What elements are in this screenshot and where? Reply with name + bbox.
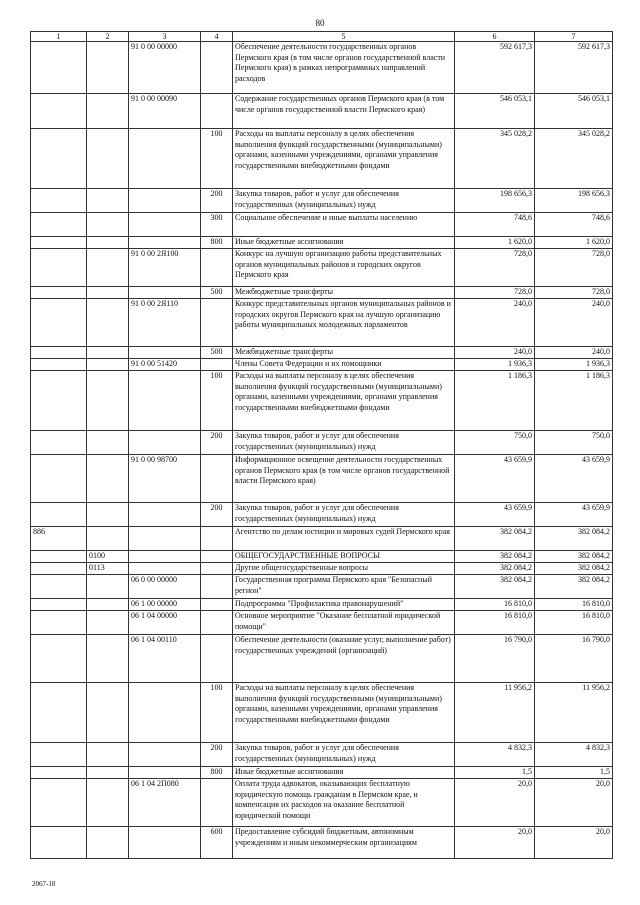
cell-amount-year2: 382 084,2 bbox=[535, 551, 613, 563]
cell-section-code bbox=[87, 347, 129, 359]
cell-amount-year2: 11 956,2 bbox=[535, 683, 613, 743]
column-header: 2 bbox=[87, 32, 129, 42]
cell-target-article: 06 1 04 00110 bbox=[129, 635, 201, 683]
table-row bbox=[31, 287, 613, 299]
cell-section-code bbox=[87, 213, 129, 237]
cell-section-code bbox=[87, 371, 129, 431]
cell-admin-code bbox=[31, 213, 87, 237]
cell-section-code bbox=[87, 827, 129, 859]
cell-amount-year2: 1 186,3 bbox=[535, 371, 613, 431]
cell-amount-year2: 1,5 bbox=[535, 767, 613, 779]
cell-target-article bbox=[129, 503, 201, 527]
cell-section-code bbox=[87, 527, 129, 551]
cell-target-article bbox=[129, 129, 201, 189]
column-header: 5 bbox=[233, 32, 455, 42]
cell-expense-type: 300 bbox=[201, 213, 233, 237]
budget-table bbox=[30, 31, 613, 859]
cell-target-article bbox=[129, 527, 201, 551]
cell-amount-year1: 748,6 bbox=[455, 213, 535, 237]
cell-section-code bbox=[87, 599, 129, 611]
table-row bbox=[31, 347, 613, 359]
cell-amount-year1: 43 659,9 bbox=[455, 503, 535, 527]
table-header-row bbox=[31, 32, 613, 42]
cell-amount-year1: 198 656,3 bbox=[455, 189, 535, 213]
cell-amount-year2: 16 810,0 bbox=[535, 611, 613, 635]
cell-description: Расходы на выплаты персоналу в целях обеспечения выполнения функций государственными (муниципальными) органами, казенными учреждениями, органами управления государственными внебюджетными фондами bbox=[233, 371, 455, 431]
table-row bbox=[31, 431, 613, 455]
table-row bbox=[31, 827, 613, 859]
cell-section-code bbox=[87, 779, 129, 827]
cell-amount-year1: 382 084,2 bbox=[455, 527, 535, 551]
cell-section-code bbox=[87, 575, 129, 599]
cell-expense-type: 200 bbox=[201, 503, 233, 527]
cell-section-code bbox=[87, 455, 129, 503]
cell-amount-year2: 382 084,2 bbox=[535, 563, 613, 575]
cell-description: Иные бюджетные ассигнования bbox=[233, 767, 455, 779]
cell-target-article: 91 0 00 51420 bbox=[129, 359, 201, 371]
cell-section-code bbox=[87, 129, 129, 189]
table-row bbox=[31, 683, 613, 743]
cell-admin-code bbox=[31, 189, 87, 213]
cell-section-code bbox=[87, 503, 129, 527]
cell-amount-year1: 382 084,2 bbox=[455, 551, 535, 563]
cell-description: Основное мероприятие "Оказание бесплатной юридической помощи" bbox=[233, 611, 455, 635]
cell-amount-year1: 43 659,9 bbox=[455, 455, 535, 503]
cell-expense-type bbox=[201, 563, 233, 575]
cell-description: Государственная программа Пермского края "Безопасный регион" bbox=[233, 575, 455, 599]
cell-amount-year1: 20,0 bbox=[455, 827, 535, 859]
cell-admin-code bbox=[31, 503, 87, 527]
cell-admin-code bbox=[31, 779, 87, 827]
cell-expense-type bbox=[201, 527, 233, 551]
table-row bbox=[31, 599, 613, 611]
cell-description: Межбюджетные трансферты bbox=[233, 287, 455, 299]
cell-section-code bbox=[87, 431, 129, 455]
cell-amount-year2: 382 084,2 bbox=[535, 575, 613, 599]
cell-expense-type bbox=[201, 42, 233, 94]
cell-expense-type bbox=[201, 359, 233, 371]
cell-target-article: 91 0 00 2Я110 bbox=[129, 299, 201, 347]
table-row bbox=[31, 237, 613, 249]
table-body bbox=[31, 42, 613, 859]
table-row bbox=[31, 371, 613, 431]
table-row bbox=[31, 503, 613, 527]
column-header: 1 bbox=[31, 32, 87, 42]
cell-target-article bbox=[129, 563, 201, 575]
cell-expense-type: 100 bbox=[201, 371, 233, 431]
cell-description: Межбюджетные трансферты bbox=[233, 347, 455, 359]
cell-expense-type: 800 bbox=[201, 767, 233, 779]
cell-admin-code bbox=[31, 287, 87, 299]
table-row bbox=[31, 527, 613, 551]
cell-admin-code bbox=[31, 129, 87, 189]
cell-section-code bbox=[87, 42, 129, 94]
cell-description: Обеспечение деятельности государственных органов Пермского края (в том числе органов государственной власти Пермского края) в рамках непрограммных направлений расходов bbox=[233, 42, 455, 94]
cell-expense-type: 100 bbox=[201, 683, 233, 743]
cell-expense-type bbox=[201, 599, 233, 611]
column-header: 3 bbox=[129, 32, 201, 42]
cell-admin-code bbox=[31, 42, 87, 94]
cell-amount-year1: 1,5 bbox=[455, 767, 535, 779]
cell-expense-type: 500 bbox=[201, 287, 233, 299]
cell-target-article: 91 0 00 2Я100 bbox=[129, 249, 201, 287]
table-row bbox=[31, 213, 613, 237]
cell-description: Предоставление субсидий бюджетным, автономным учреждениям и иным некоммерческим организациям bbox=[233, 827, 455, 859]
table-row bbox=[31, 455, 613, 503]
cell-admin-code bbox=[31, 635, 87, 683]
cell-description: Другие общегосударственные вопросы bbox=[233, 563, 455, 575]
cell-expense-type: 600 bbox=[201, 827, 233, 859]
cell-admin-code bbox=[31, 599, 87, 611]
cell-description: Иные бюджетные ассигнования bbox=[233, 237, 455, 249]
cell-section-code bbox=[87, 287, 129, 299]
table-row bbox=[31, 94, 613, 129]
cell-description: Конкурс на лучшую организацию работы представительных органов муниципальных районов и городских округов Пермского края bbox=[233, 249, 455, 287]
cell-amount-year1: 1 936,3 bbox=[455, 359, 535, 371]
table-row bbox=[31, 611, 613, 635]
cell-expense-type bbox=[201, 635, 233, 683]
cell-admin-code bbox=[31, 767, 87, 779]
cell-amount-year2: 382 084,2 bbox=[535, 527, 613, 551]
cell-section-code: 0100 bbox=[87, 551, 129, 563]
cell-section-code bbox=[87, 299, 129, 347]
cell-amount-year2: 592 617,3 bbox=[535, 42, 613, 94]
cell-section-code: 0113 bbox=[87, 563, 129, 575]
cell-expense-type bbox=[201, 575, 233, 599]
cell-description: Расходы на выплаты персоналу в целях обеспечения выполнения функций государственными (муниципальными) органами, казенными учреждениями, органами управления государственными внебюджетными фондами bbox=[233, 129, 455, 189]
cell-description: Конкурс представительных органов муниципальных районов и городских округов Пермского края на лучшую организацию работы муниципальных молодежных парламентов bbox=[233, 299, 455, 347]
cell-section-code bbox=[87, 743, 129, 767]
cell-expense-type: 800 bbox=[201, 237, 233, 249]
column-header: 4 bbox=[201, 32, 233, 42]
cell-description: Содержание государственных органов Пермского края (в том числе органов государственной власти Пермского края) bbox=[233, 94, 455, 129]
cell-amount-year1: 4 832,3 bbox=[455, 743, 535, 767]
cell-amount-year1: 546 053,1 bbox=[455, 94, 535, 129]
cell-target-article bbox=[129, 347, 201, 359]
table-row bbox=[31, 129, 613, 189]
cell-admin-code bbox=[31, 827, 87, 859]
table-row bbox=[31, 359, 613, 371]
cell-amount-year2: 16 810,0 bbox=[535, 599, 613, 611]
cell-admin-code bbox=[31, 563, 87, 575]
cell-expense-type bbox=[201, 779, 233, 827]
cell-target-article bbox=[129, 743, 201, 767]
cell-target-article: 91 0 00 98700 bbox=[129, 455, 201, 503]
cell-description: Расходы на выплаты персоналу в целях обеспечения выполнения функций государственными (муниципальными) органами, казенными учреждениями, органами управления государственными внебюджетными фондами bbox=[233, 683, 455, 743]
cell-admin-code: 886 bbox=[31, 527, 87, 551]
cell-description: Члены Совета Федерации и их помощники bbox=[233, 359, 455, 371]
cell-expense-type bbox=[201, 299, 233, 347]
cell-amount-year1: 382 084,2 bbox=[455, 563, 535, 575]
cell-admin-code bbox=[31, 347, 87, 359]
cell-description: Агентство по делам юстиции и мировых судей Пермского края bbox=[233, 527, 455, 551]
cell-amount-year2: 198 656,3 bbox=[535, 189, 613, 213]
cell-amount-year2: 728,0 bbox=[535, 287, 613, 299]
cell-amount-year1: 345 028,2 bbox=[455, 129, 535, 189]
cell-section-code bbox=[87, 767, 129, 779]
cell-section-code bbox=[87, 635, 129, 683]
table-row bbox=[31, 767, 613, 779]
cell-expense-type bbox=[201, 611, 233, 635]
cell-amount-year2: 43 659,9 bbox=[535, 503, 613, 527]
cell-amount-year1: 1 186,3 bbox=[455, 371, 535, 431]
table-row bbox=[31, 189, 613, 213]
table-row bbox=[31, 635, 613, 683]
cell-amount-year2: 345 028,2 bbox=[535, 129, 613, 189]
table-row bbox=[31, 249, 613, 287]
cell-amount-year1: 382 084,2 bbox=[455, 575, 535, 599]
cell-expense-type bbox=[201, 551, 233, 563]
cell-target-article bbox=[129, 827, 201, 859]
cell-section-code bbox=[87, 249, 129, 287]
cell-section-code bbox=[87, 611, 129, 635]
cell-description: Социальное обеспечение и иные выплаты населению bbox=[233, 213, 455, 237]
cell-amount-year2: 20,0 bbox=[535, 779, 613, 827]
page-number: 80 bbox=[315, 18, 325, 28]
cell-expense-type: 200 bbox=[201, 189, 233, 213]
cell-description: Закупка товаров, работ и услуг для обеспечения государственных (муниципальных) нужд bbox=[233, 189, 455, 213]
cell-section-code bbox=[87, 94, 129, 129]
cell-admin-code bbox=[31, 299, 87, 347]
cell-section-code bbox=[87, 189, 129, 213]
cell-amount-year2: 546 053,1 bbox=[535, 94, 613, 129]
table-row bbox=[31, 743, 613, 767]
cell-amount-year1: 1 620,0 bbox=[455, 237, 535, 249]
column-header: 6 bbox=[455, 32, 535, 42]
cell-admin-code bbox=[31, 551, 87, 563]
cell-admin-code bbox=[31, 575, 87, 599]
table-row bbox=[31, 299, 613, 347]
cell-target-article: 91 0 00 00000 bbox=[129, 42, 201, 94]
cell-amount-year1: 20,0 bbox=[455, 779, 535, 827]
cell-section-code bbox=[87, 237, 129, 249]
cell-target-article bbox=[129, 431, 201, 455]
cell-amount-year1: 750,0 bbox=[455, 431, 535, 455]
cell-amount-year1: 728,0 bbox=[455, 287, 535, 299]
cell-amount-year2: 20,0 bbox=[535, 827, 613, 859]
cell-amount-year2: 1 936,3 bbox=[535, 359, 613, 371]
cell-admin-code bbox=[31, 94, 87, 129]
table-row bbox=[31, 42, 613, 94]
cell-expense-type bbox=[201, 94, 233, 129]
cell-description: Закупка товаров, работ и услуг для обеспечения государственных (муниципальных) нужд bbox=[233, 743, 455, 767]
cell-target-article bbox=[129, 767, 201, 779]
table-row bbox=[31, 779, 613, 827]
cell-target-article bbox=[129, 287, 201, 299]
table-row bbox=[31, 551, 613, 563]
cell-section-code bbox=[87, 683, 129, 743]
cell-amount-year1: 592 617,3 bbox=[455, 42, 535, 94]
cell-target-article: 06 0 00 00000 bbox=[129, 575, 201, 599]
cell-target-article: 06 1 04 00000 bbox=[129, 611, 201, 635]
cell-target-article: 91 0 00 00090 bbox=[129, 94, 201, 129]
cell-admin-code bbox=[31, 743, 87, 767]
cell-amount-year1: 728,0 bbox=[455, 249, 535, 287]
table-row bbox=[31, 563, 613, 575]
cell-amount-year2: 750,0 bbox=[535, 431, 613, 455]
cell-expense-type bbox=[201, 249, 233, 287]
cell-amount-year2: 240,0 bbox=[535, 347, 613, 359]
cell-amount-year2: 240,0 bbox=[535, 299, 613, 347]
cell-expense-type: 500 bbox=[201, 347, 233, 359]
cell-admin-code bbox=[31, 249, 87, 287]
cell-admin-code bbox=[31, 611, 87, 635]
cell-admin-code bbox=[31, 371, 87, 431]
cell-expense-type bbox=[201, 455, 233, 503]
cell-amount-year1: 11 956,2 bbox=[455, 683, 535, 743]
cell-description: Закупка товаров, работ и услуг для обеспечения государственных (муниципальных) нужд bbox=[233, 503, 455, 527]
cell-target-article: 06 1 00 00000 bbox=[129, 599, 201, 611]
cell-target-article bbox=[129, 371, 201, 431]
cell-description: Подпрограмма "Профилактика правонарушений" bbox=[233, 599, 455, 611]
cell-amount-year1: 16 790,0 bbox=[455, 635, 535, 683]
cell-amount-year1: 240,0 bbox=[455, 347, 535, 359]
cell-target-article bbox=[129, 213, 201, 237]
cell-amount-year2: 748,6 bbox=[535, 213, 613, 237]
cell-expense-type: 200 bbox=[201, 431, 233, 455]
cell-target-article bbox=[129, 683, 201, 743]
column-header: 7 bbox=[535, 32, 613, 42]
cell-description: ОБЩЕГОСУДАРСТВЕННЫЕ ВОПРОСЫ bbox=[233, 551, 455, 563]
cell-amount-year2: 43 659,9 bbox=[535, 455, 613, 503]
cell-amount-year1: 240,0 bbox=[455, 299, 535, 347]
cell-section-code bbox=[87, 359, 129, 371]
cell-target-article bbox=[129, 237, 201, 249]
footer-code: 2067-18 bbox=[32, 880, 56, 888]
cell-admin-code bbox=[31, 359, 87, 371]
cell-admin-code bbox=[31, 431, 87, 455]
table-row bbox=[31, 575, 613, 599]
cell-admin-code bbox=[31, 683, 87, 743]
cell-amount-year1: 16 810,0 bbox=[455, 599, 535, 611]
cell-expense-type: 200 bbox=[201, 743, 233, 767]
cell-description: Обеспечение деятельности (оказание услуг, выполнение работ) государственных учреждений (организаций) bbox=[233, 635, 455, 683]
cell-admin-code bbox=[31, 237, 87, 249]
cell-description: Закупка товаров, работ и услуг для обеспечения государственных (муниципальных) нужд bbox=[233, 431, 455, 455]
cell-amount-year1: 16 810,0 bbox=[455, 611, 535, 635]
cell-admin-code bbox=[31, 455, 87, 503]
cell-description: Информационное освещение деятельности государственных органов Пермского края (в том числе органов государственной власти Пермского края) bbox=[233, 455, 455, 503]
cell-amount-year2: 728,0 bbox=[535, 249, 613, 287]
cell-target-article bbox=[129, 551, 201, 563]
cell-amount-year2: 1 620,0 bbox=[535, 237, 613, 249]
cell-target-article bbox=[129, 189, 201, 213]
cell-description: Оплата труда адвокатов, оказывающих бесплатную юридическую помощь гражданам в Пермском крае, и компенсация их расходов на оказание бесплатной юридической помощи bbox=[233, 779, 455, 827]
cell-target-article: 06 1 04 2П080 bbox=[129, 779, 201, 827]
cell-amount-year2: 4 832,3 bbox=[535, 743, 613, 767]
cell-expense-type: 100 bbox=[201, 129, 233, 189]
cell-amount-year2: 16 790,0 bbox=[535, 635, 613, 683]
